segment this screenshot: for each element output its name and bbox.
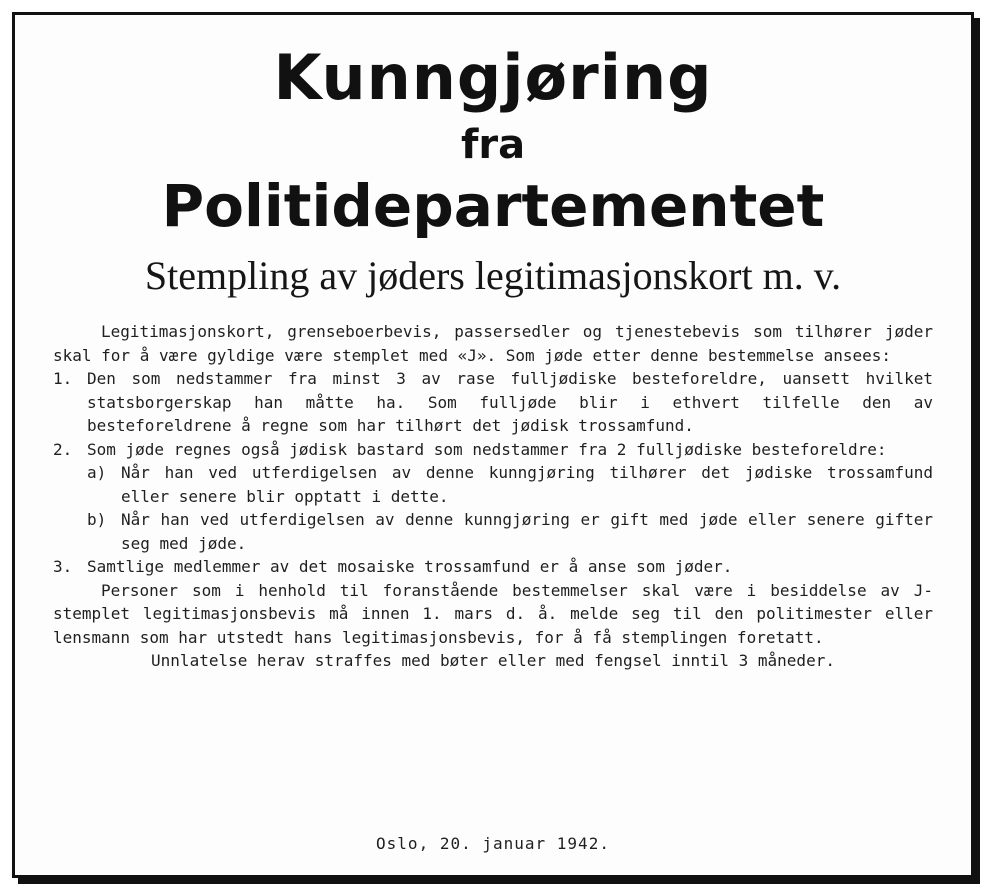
item-number: 1.: [53, 369, 73, 388]
signature-line: Oslo, 20. januar 1942.: [376, 834, 610, 853]
item-text: Som jøde regnes også jødisk bastard som nedstammer fra 2 fulljødiske besteforeldre:: [87, 439, 887, 459]
instruction-paragraph: Personer som i henhold til foranstående bestemmelser skal være i besiddelse av J-stemplet legitimasjonsbevis må innen 1. mars d. å. melde seg til den politimester eller lensmann som har utstedt hans legitimasjonsbevis, for å få stemplingen foretatt.: [53, 580, 933, 647]
notice-body: [53, 320, 933, 673]
item-text: Samtlige medlemmer av det mosaiske trossamfund er å anse som jøder.: [87, 557, 733, 576]
notice-frame: [12, 12, 974, 878]
sub-item-letter: a): [87, 463, 107, 482]
item-number: 3.: [53, 557, 73, 576]
notice-subtitle: Stempling av jøders legitimasjonskort m. v.: [144, 253, 842, 298]
sub-item: [87, 508, 933, 555]
sub-item: [87, 461, 933, 508]
from-word: fra: [460, 122, 526, 168]
list-item: [53, 438, 933, 462]
notice-title: Kunngjøring: [273, 41, 713, 114]
list-item: [53, 367, 933, 438]
intro-paragraph: Legitimasjonskort, grenseboerbevis, passersedler og tjenestebevis som tilhører jøder skal for å være gyldige være stemplet med «J». Som jøde etter denne bestemmelse ansees:: [53, 322, 933, 365]
item-number: 2.: [53, 439, 73, 459]
item-text: Den som nedstammer fra minst 3 av rase fulljødiske besteforeldre, uansett hvilket statsborgerskap han måtte ha. Som fulljøde blir i ethvert tilfelle den av besteforeldrene å regne som har tilhørt det jødisk trossamfund.: [87, 369, 933, 435]
sub-item-text: Når han ved utferdigelsen av denne kunngjøring er gift med jøde eller senere gifter seg med jøde.: [121, 510, 933, 553]
sub-item-letter: b): [87, 510, 107, 529]
penalty-paragraph: Unnlatelse herav straffes med bøter eller med fengsel inntil 3 måneder.: [151, 651, 835, 670]
notice-content: [15, 15, 971, 875]
department-name: Politidepartementet: [161, 172, 825, 240]
sub-item-text: Når han ved utferdigelsen av denne kunngjøring tilhører det jødiske trossamfund eller senere blir opptatt i dette.: [121, 463, 933, 506]
list-item: [53, 555, 933, 579]
